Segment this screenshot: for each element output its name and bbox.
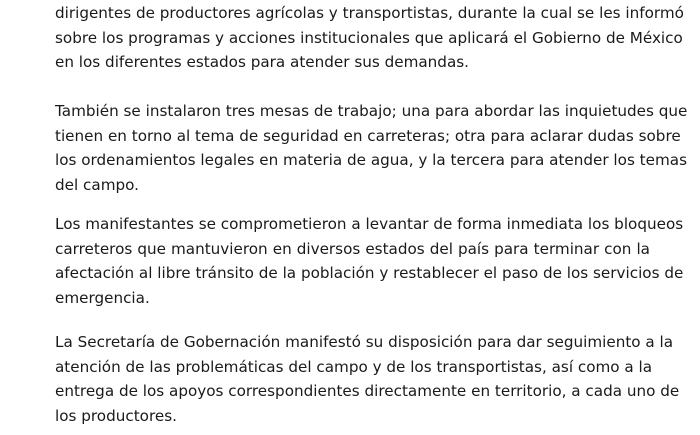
paragraph-line: atención de las problemáticas del campo y de los transportistas, así como a la	[55, 357, 653, 376]
paragraph-meeting-briefing	[55, 1, 684, 75]
paragraph-line: También se instalaron tres mesas de trabajo; una para abordar las inquietudes que	[55, 102, 688, 120]
paragraph-line: en los diferentes estados para atender sus demandas.	[55, 53, 469, 71]
paragraph-secretariat-followup	[55, 330, 680, 428]
paragraph-line: entrega de los apoyos correspondientes directamente en territorio, a cada uno de	[55, 382, 680, 400]
paragraph-line: del campo.	[55, 175, 139, 194]
paragraph-line: tienen en torno al tema de seguridad en carreteras; otra para aclarar dudas sobre	[55, 126, 681, 145]
paragraph-line: Los manifestantes se comprometieron a levantar de forma inmediata los bloqueos	[55, 215, 684, 233]
paragraph-line: sobre los programas y acciones institucionales que aplicará el Gobierno de México	[55, 28, 683, 47]
paragraph-line: carreteros que mantuvieron en diversos estados del país para terminar con la	[55, 239, 650, 258]
paragraph-line: afectación al libre tránsito de la población y restablecer el paso de los servicios de	[55, 264, 684, 282]
paragraph-line: los ordenamientos legales en materia de agua, y la tercera para atender los temas	[55, 151, 687, 169]
paragraph-work-tables	[55, 99, 688, 197]
paragraph-line: dirigentes de productores agrícolas y transportistas, durante la cual se les informó	[55, 4, 684, 22]
paragraph-line: emergencia.	[55, 288, 150, 307]
paragraph-line: La Secretaría de Gobernación manifestó su disposición para dar seguimiento a la	[55, 333, 674, 351]
paragraph-line: los productores.	[55, 406, 177, 425]
paragraph-protesters-commitment	[55, 212, 684, 310]
